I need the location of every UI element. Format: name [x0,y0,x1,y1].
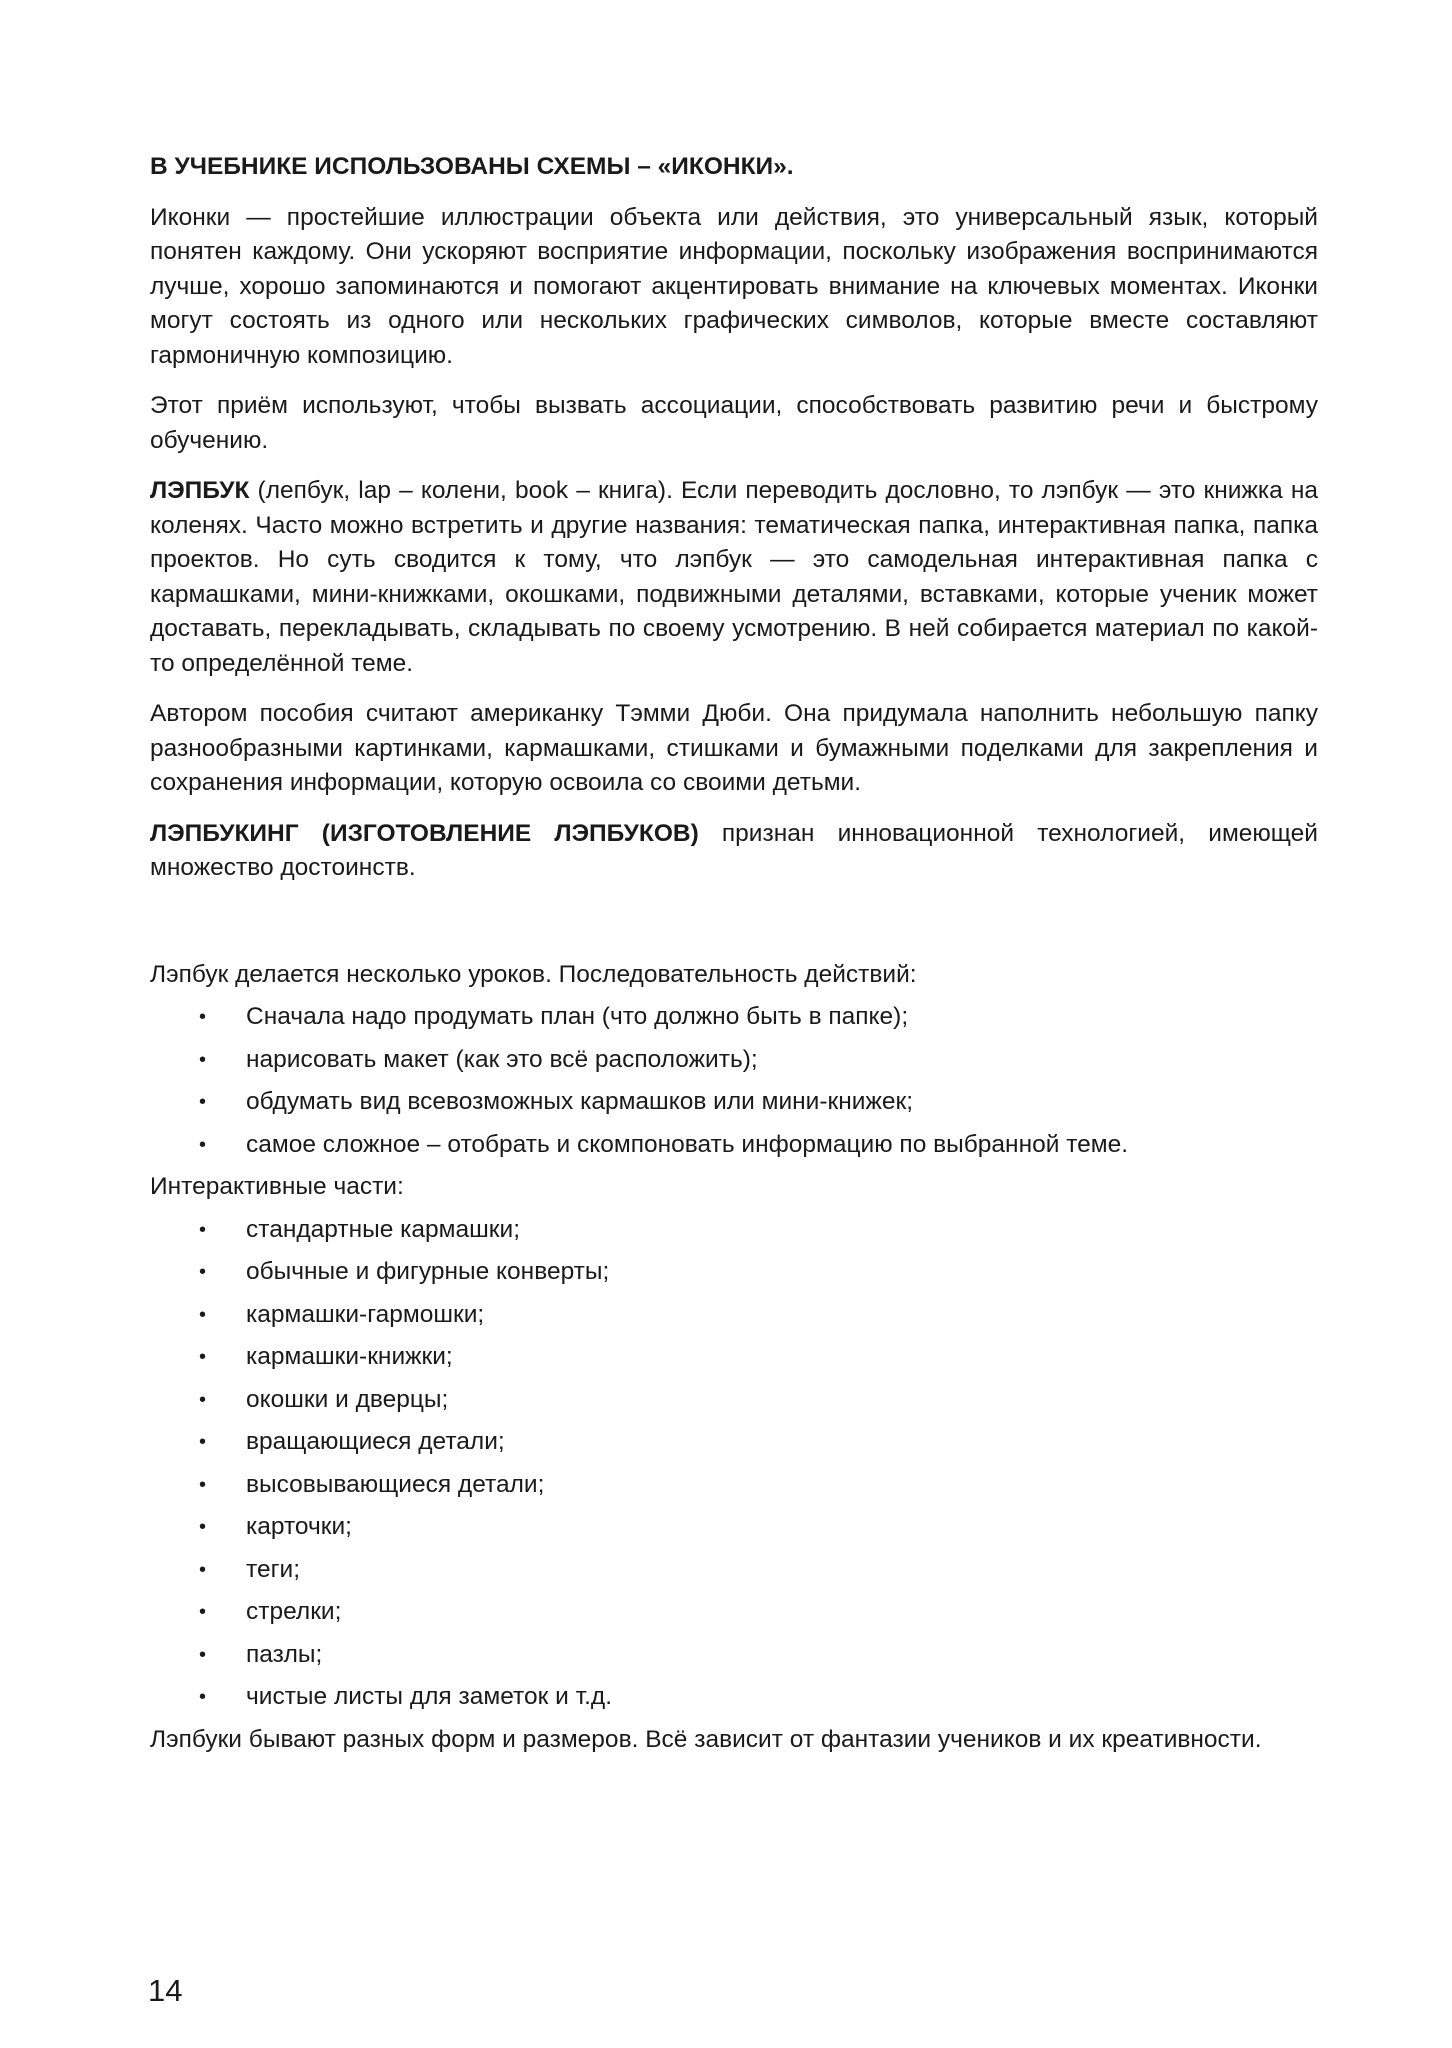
list-item [150,1043,1318,1078]
list-item [150,1468,1318,1503]
term-lapbooking: ЛЭПБУКИНГ (ИЗГОТОВЛЕНИЕ ЛЭПБУКОВ) [150,819,699,847]
list-item [150,1510,1318,1545]
list-item [150,1595,1318,1630]
steps-intro: Лэпбук делается несколько уроков. Последовательность действий: [150,960,917,988]
list-item-text: чистые листы для заметок и т.д. [246,1683,613,1710]
page-number: 14 [148,1973,183,2008]
paragraph-text: Этот приём используют, чтобы вызвать ассоциации, способствовать развитию речи и быстрому обучению. [150,392,1318,454]
bullet-icon: • [199,1431,207,1453]
bullet-icon: • [199,1643,207,1666]
paragraph-text: (лепбук, lap – колени, book – книга). Если переводить дословно, то лэпбук — это книжка на коленях. Часто можно встретить и другие названия: тематическая папка, интерактивная папка, папка проектов. Но суть сводится к тому, что лэпбук — это самодельная интерактивная папка с кармашками, мини-книжками, окошками, подвижными деталями, вставками, которые ученик может доставать, перекладывать, складывать по своему усмотрению. В ней собирается материал по какой-то определённой теме. [150,477,1318,677]
list-item [150,1553,1318,1588]
closing-paragraph: Лэпбуки бывают разных форм и размеров. Всё зависит от фантазии учеников и их креативности. [150,1725,1262,1753]
list-item-text: кармашки-гармошки; [246,1300,485,1328]
bullet-icon: • [199,1133,207,1156]
bullet-icon: • [199,1516,207,1538]
list-item [150,1255,1318,1290]
paragraph-icons [150,201,1318,374]
paragraph-author [150,697,1318,801]
list-item-text: высовывающиеся детали; [246,1470,545,1498]
list-item [150,1298,1318,1333]
parts-intro: Интерактивные части: [150,1173,404,1200]
term-lapbook: ЛЭПБУК [150,477,250,504]
list-item-text: обдумать вид всевозможных кармашков или мини-книжек; [246,1088,914,1115]
spacer [150,902,1318,958]
paragraph-lapbook [150,474,1318,681]
list-item-text: стрелки; [246,1598,342,1625]
list-item [150,1213,1318,1248]
bullet-icon: • [199,1261,207,1283]
section-heading: В УЧЕБНИКЕ ИСПОЛЬЗОВАНЫ СХЕМЫ – «ИКОНКИ». [150,153,794,180]
paragraph-lapbooking [150,817,1318,886]
list-item-text: окошки и дверцы; [246,1385,449,1413]
page-content [150,150,1318,1773]
paragraph-text: Автором пособия считают американку Тэмми Дюби. Она придумала наполнить небольшую папку разнообразными картинками, кармашками, стишками и бумажными поделками для закрепления и сохранения информации, которую освоила со своими детьми. [150,700,1318,796]
list-item-text: самое сложное – отобрать и скомпоновать информацию по выбранной теме. [246,1130,1129,1158]
list-item-text: вращающиеся детали; [246,1428,505,1455]
bullet-icon: • [199,1006,207,1028]
list-item [150,1425,1318,1460]
bullet-icon: • [199,1473,207,1496]
paragraph-technique [150,389,1318,458]
bullet-icon: • [199,1388,207,1411]
paragraph-text: Иконки — простейшие иллюстрации объекта или действия, это универсальный язык, который понятен каждому. Они ускоряют восприятие информации, поскольку изображения воспринимаются лучше, хорошо запоминаются и помогают акцентировать внимание на ключевых моментах. Иконки могут состоять из одного или нескольких графических символов, которые вместе составляют гармоничную композицию. [150,203,1318,369]
list-item [150,1638,1318,1673]
list-item [150,1085,1318,1120]
bullet-icon: • [199,1091,207,1113]
list-item-text: карточки; [246,1513,352,1540]
list-item-text: теги; [246,1555,301,1583]
list-item [150,1128,1318,1163]
list-item [150,1383,1318,1418]
list-item-text: Сначала надо продумать план (что должно быть в папке); [246,1003,909,1030]
bullet-icon: • [199,1686,207,1708]
bullet-icon: • [199,1346,207,1368]
list-item [150,1340,1318,1375]
bullet-icon: • [199,1558,207,1581]
list-item [150,1000,1318,1035]
list-item-text: нарисовать макет (как это всё расположить); [246,1045,758,1073]
parts-list [150,1213,1318,1715]
list-item-text: стандартные кармашки; [246,1215,520,1243]
list-item-text: обычные и фигурные конверты; [246,1258,610,1285]
list-item [150,1680,1318,1715]
list-item-text: кармашки-книжки; [246,1343,453,1370]
list-item-text: пазлы; [246,1640,323,1668]
paragraph-text: признан инновационной технологией, имеющей множество достоинств. [150,819,1318,881]
bullet-icon: • [199,1218,207,1241]
bullet-icon: • [199,1303,207,1326]
bullet-icon: • [199,1048,207,1071]
steps-list [150,1000,1318,1162]
bullet-icon: • [199,1601,207,1623]
